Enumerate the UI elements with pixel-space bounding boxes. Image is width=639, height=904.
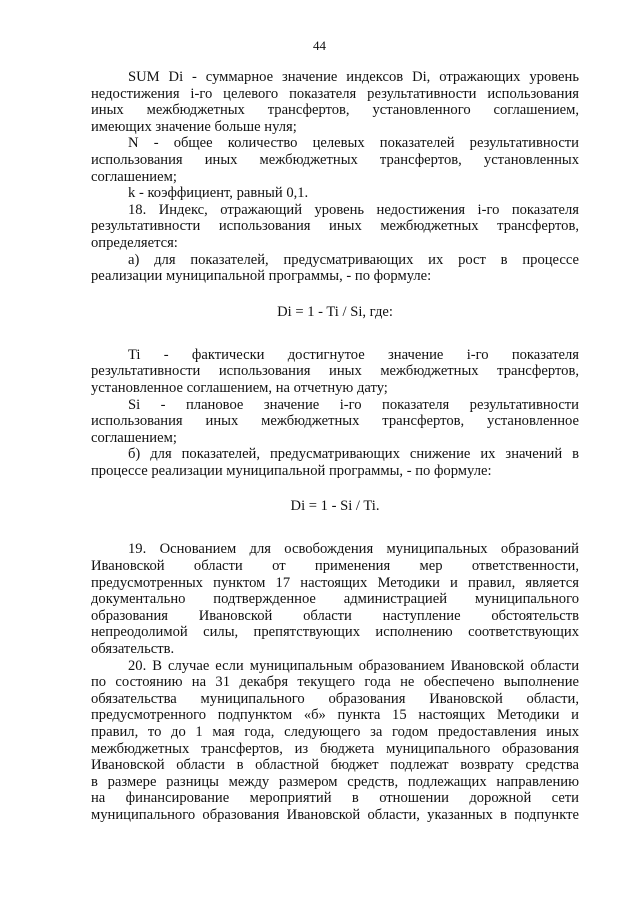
paragraph-n-definition xyxy=(91,135,579,185)
text-line: Ивановской области в областной бюджет подлежат возврату средства xyxy=(91,757,579,774)
text-line: б) для показателей, предусматривающих снижение их значений в xyxy=(128,446,579,463)
text-line: установленное соглашением, на отчетную дату; xyxy=(91,379,388,396)
paragraph-subitem-a xyxy=(91,252,579,285)
text-line: образования Ивановской области наступление обстоятельств xyxy=(91,607,579,624)
paragraph-subitem-b xyxy=(91,446,579,479)
text-line: иных межбюджетных трансфертов, установленного соглашением, xyxy=(91,102,579,119)
formula-reduction-indicators: Di = 1 - Si / Ti. xyxy=(290,498,380,515)
text-line: на финансирование мероприятий в отношении дорожной сети xyxy=(91,790,579,807)
text-line: процессе реализации муниципальной программы, - по формуле: xyxy=(91,462,492,479)
text-line: Ti - фактически достигнутое значение i-го показателя xyxy=(128,346,579,363)
formula-growth-indicators: Di = 1 - Ti / Si, где: xyxy=(277,303,393,320)
text-line: муниципального образования Ивановской области, указанных в подпункте xyxy=(91,806,579,823)
text-line: использования иных межбюджетных трансфертов, установленное xyxy=(91,413,579,430)
page-number: 44 xyxy=(313,38,326,53)
text-line: Si - плановое значение i-го показателя результативности xyxy=(128,396,579,413)
text-line: предусмотренного подпунктом «б» пункта 15 настоящих Методики и xyxy=(91,707,579,724)
text-line: N - общее количество целевых показателей результативности xyxy=(128,135,579,152)
text-line: по состоянию на 31 декабря текущего года не обеспечено выполнение xyxy=(91,674,579,691)
text-line: недостижения i-го целевого показателя результативности использования xyxy=(91,85,579,102)
text-line: SUM Di - суммарное значение индексов Di, отражающих уровень xyxy=(128,69,579,85)
text-line: реализации муниципальной программы, - по формуле: xyxy=(91,268,432,285)
paragraph-k-definition xyxy=(91,185,579,202)
text-line: непреодолимой силы, препятствующих исполнению соответствующих xyxy=(91,624,579,641)
text-line: соглашением; xyxy=(91,429,177,446)
text-line: Ивановской области от применения мер ответственности, xyxy=(91,558,579,575)
text-line: 20. В случае если муниципальным образованием Ивановской области xyxy=(128,657,579,674)
paragraph-si-definition xyxy=(91,397,579,447)
text-line: соглашением; xyxy=(91,168,177,185)
paragraph-sum-di-definition xyxy=(91,69,579,135)
paragraph-item-19 xyxy=(91,541,579,657)
text-line: обязательства муниципального образования Ивановской области, xyxy=(91,690,579,707)
text-line: 19. Основанием для освобождения муниципальных образований xyxy=(128,541,579,558)
document-body xyxy=(91,69,579,824)
text-line: правил, то до 1 мая года, следующего за годом предоставления иных xyxy=(91,724,579,740)
text-line: 18. Индекс, отражающий уровень недостижения i-го показателя xyxy=(128,201,579,218)
text-line: межбюджетных трансфертов, из бюджета муниципального образования xyxy=(91,740,579,757)
paragraph-ti-definition xyxy=(91,347,579,397)
text-line: имеющих значение больше нуля; xyxy=(91,118,297,135)
paragraph-item-20 xyxy=(91,658,579,824)
paragraph-item-18 xyxy=(91,202,579,252)
text-line: результативности использования иных межбюджетных трансфертов, xyxy=(91,218,579,235)
text-line: результативности использования иных межбюджетных трансфертов, xyxy=(91,363,579,380)
text-line: использования иных межбюджетных трансфертов, установленных xyxy=(91,151,579,168)
text-line: обязательств. xyxy=(91,641,175,658)
text-line: а) для показателей, предусматривающих их рост в процессе xyxy=(128,251,579,268)
text-line: k - коэффициент, равный 0,1. xyxy=(128,185,309,202)
text-line: определяется: xyxy=(91,234,178,251)
text-line: документально подтвержденное администрацией муниципального xyxy=(91,591,579,608)
text-line: в размере разницы между размером средств, подлежащих направлению xyxy=(91,773,579,790)
text-line: предусмотренных пунктом 17 настоящих Методики и правил, является xyxy=(91,574,579,591)
